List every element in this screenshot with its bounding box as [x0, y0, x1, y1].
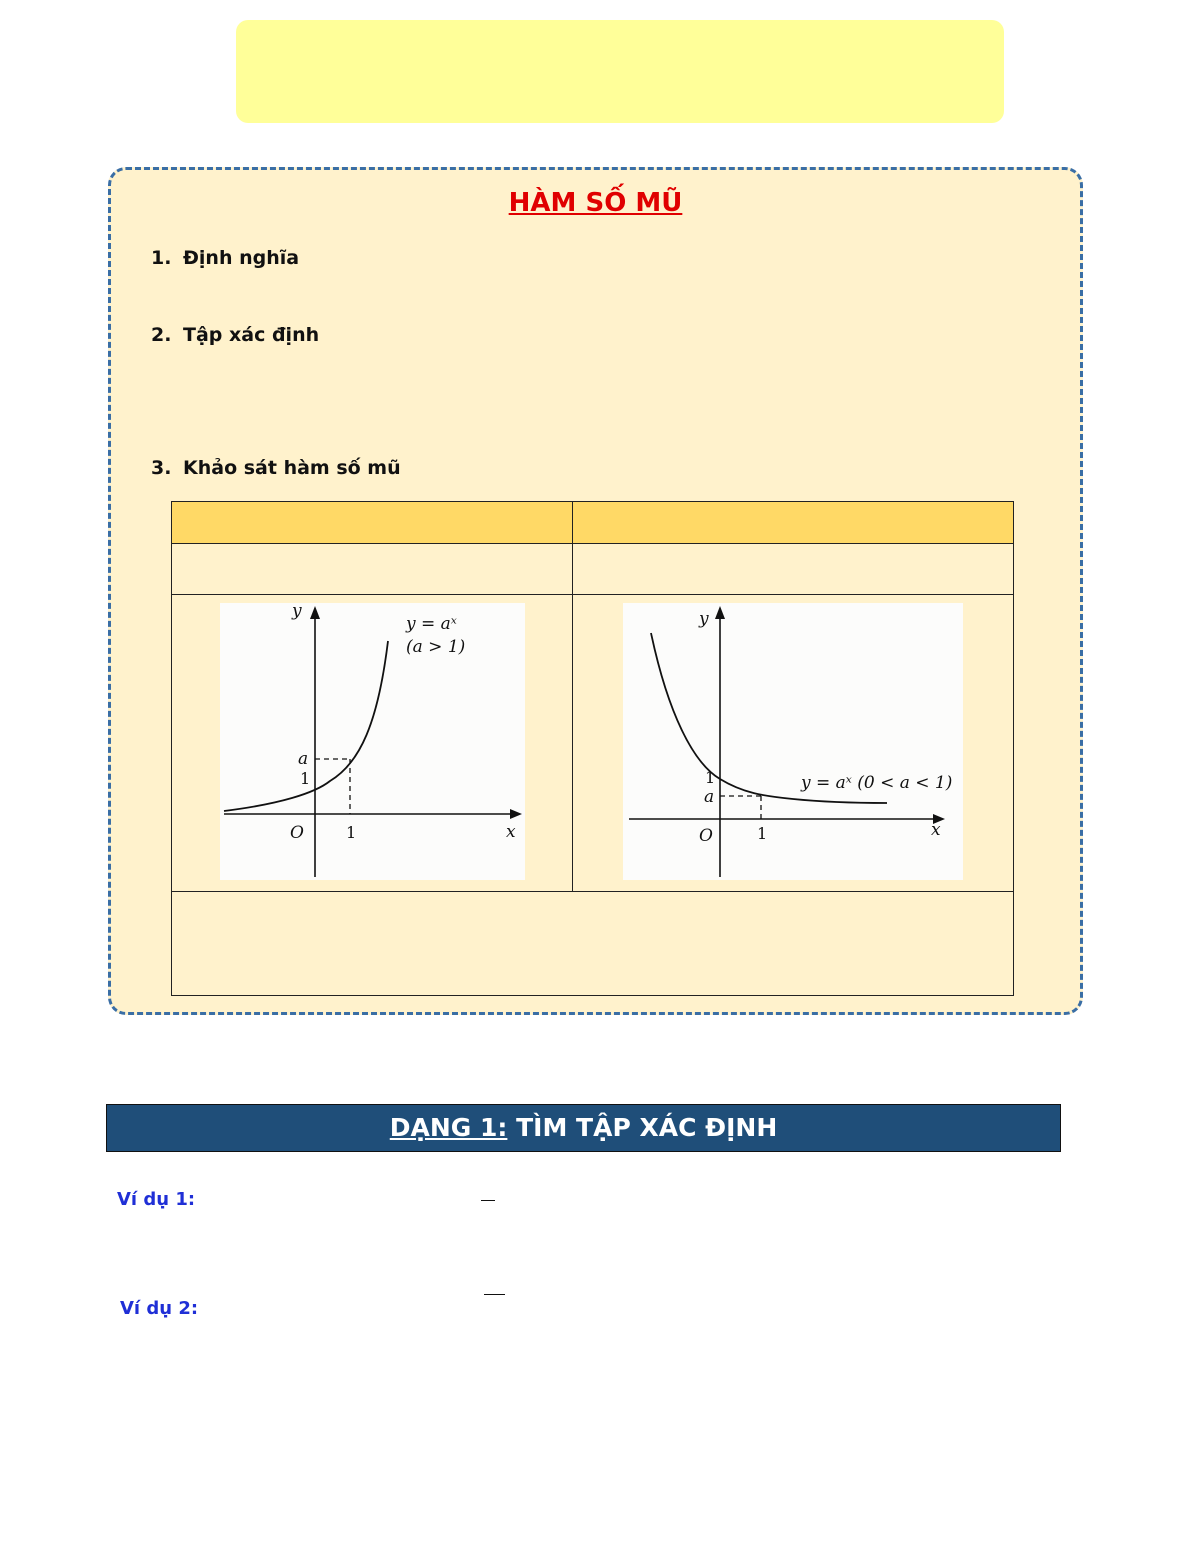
axis-label-y: y: [699, 609, 709, 629]
axis-label-x: x: [506, 822, 516, 842]
divider: [172, 594, 1013, 595]
divider: [572, 502, 573, 891]
equation-label: y = aˣ: [406, 614, 457, 634]
x-axis-arrow: [510, 809, 522, 819]
section-label: Định nghĩa: [183, 247, 300, 269]
origin-label: O: [290, 823, 304, 843]
y-axis-arrow: [310, 606, 320, 619]
section-number: 1.: [151, 247, 172, 269]
fraction-bar: [484, 1294, 505, 1295]
example-label: Ví dụ 2:: [120, 1298, 199, 1319]
condition-label: (a > 1): [406, 637, 466, 657]
equation-label: y = aˣ (0 < a < 1): [801, 773, 953, 793]
tick-label-one-x: 1: [346, 823, 357, 842]
tick-label-one-y: 1: [705, 768, 716, 787]
top-banner: [236, 20, 1004, 123]
fraction-bar: [481, 1200, 495, 1201]
tick-label-one-x: 1: [757, 824, 768, 843]
graph-decreasing: [623, 603, 963, 880]
axis-label-y: y: [292, 603, 302, 621]
form-title: TÌM TẬP XÁC ĐỊNH: [516, 1113, 778, 1142]
tick-label-a: a: [704, 787, 715, 807]
origin-label: O: [699, 826, 713, 846]
graph-increasing: [220, 603, 525, 880]
table-header-row: [172, 502, 1013, 543]
y-axis-arrow: [715, 606, 725, 619]
graph-decreasing-svg: [623, 603, 963, 880]
form-header: [106, 1104, 1061, 1152]
section-number: 2.: [151, 324, 172, 346]
axis-label-x: x: [931, 820, 941, 840]
graph-increasing-svg: [220, 603, 525, 880]
section-domain: [151, 324, 319, 346]
section-definition: [151, 247, 299, 269]
section-number: 3.: [151, 457, 172, 479]
divider: [172, 891, 1013, 892]
form-prefix: DẠNG 1:: [389, 1113, 508, 1142]
divider: [172, 543, 1013, 544]
tick-label-one-y: 1: [300, 769, 311, 788]
example-label: Ví dụ 1:: [117, 1189, 196, 1210]
section-label: Tập xác định: [183, 324, 320, 346]
tick-label-a: a: [298, 749, 309, 769]
page-title: HÀM SỐ MŨ: [508, 188, 683, 218]
section-survey: [151, 457, 401, 479]
section-label: Khảo sát hàm số mũ: [183, 457, 401, 479]
survey-table: [171, 501, 1014, 996]
